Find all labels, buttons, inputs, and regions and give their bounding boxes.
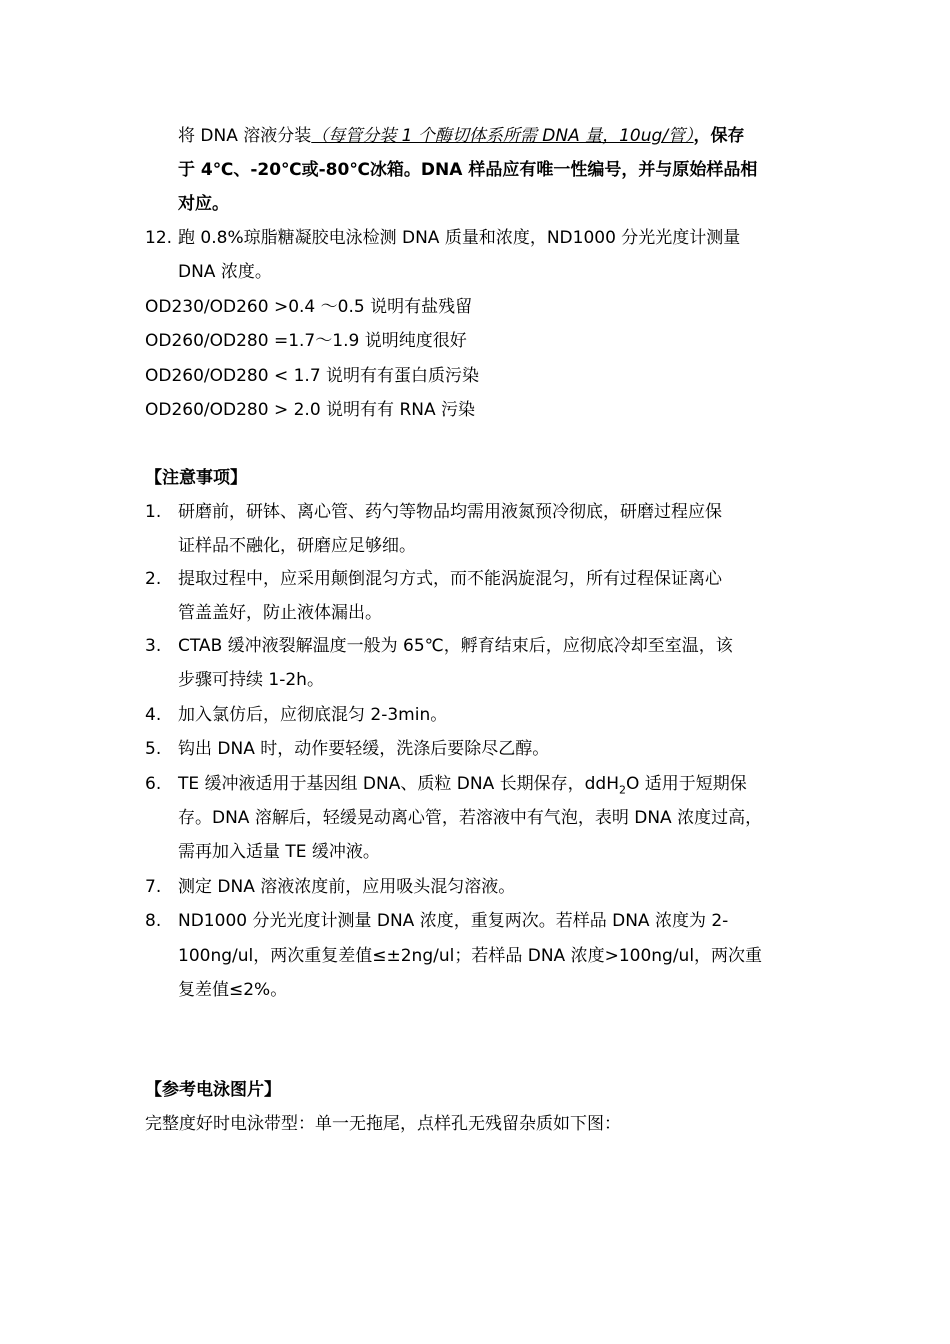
note-text: 加入氯仿后，应彻底混匀 2-3min。 <box>178 705 448 725</box>
note-number: 7. <box>145 877 162 897</box>
gel-heading: 【参考电泳图片】 <box>145 1080 281 1100</box>
note-text: 提取过程中，应采用颠倒混匀方式，而不能涡旋混匀，所有过程保证离心 <box>178 569 722 589</box>
gel-description: 完整度好时电泳带型：单一无拖尾，点样孔无残留杂质如下图： <box>145 1114 621 1134</box>
notes-heading: 【注意事项】 <box>145 468 247 488</box>
note-text <box>178 772 747 796</box>
note-text: 步骤可持续 1-2h。 <box>178 670 324 690</box>
note-number: 4. <box>145 705 162 725</box>
note-text: 测定 DNA 溶液浓度前，应用吸头混匀溶液。 <box>178 877 516 897</box>
note-text-part: TE 缓冲液适用于基因组 DNA、质粒 DNA 长期保存，ddH <box>178 774 619 794</box>
note-number: 6. <box>145 774 162 794</box>
subscript-2: 2 <box>618 783 626 797</box>
od-line: OD260/OD280 < 1.7 说明有有蛋白质污染 <box>145 366 480 386</box>
note-text: 管盖盖好，防止液体漏出。 <box>178 603 382 623</box>
step11-text-a: 将 DNA 溶液分装 <box>178 126 312 146</box>
step12-line2: DNA 浓度。 <box>178 262 272 282</box>
step11-italic-note: （每管分装 1 个酶切体系所需 DNA 量，10ug/管） <box>311 126 694 146</box>
note-text: 钩出 DNA 时，动作要轻缓，洗涤后要除尽乙醇。 <box>178 739 550 759</box>
step11-line3: 对应。 <box>178 194 229 214</box>
step11-line2: 于 4℃、-20℃或-80℃冰箱。DNA 样品应有唯一性编号，并与原始样品相 <box>178 160 758 180</box>
note-number: 3. <box>145 636 162 656</box>
note-text: 100ng/ul，两次重复差值≤±2ng/ul；若样品 DNA 浓度>100ng/ul，两次重 <box>178 946 763 966</box>
note-text-part: O 适用于短期保 <box>625 774 747 794</box>
note-number: 8. <box>145 911 162 931</box>
od-line: OD260/OD280 > 2.0 说明有有 RNA 污染 <box>145 400 476 420</box>
od-line: OD260/OD280 =1.7～1.9 说明纯度很好 <box>145 331 467 351</box>
note-text: 存。DNA 溶解后，轻缓晃动离心管，若溶液中有气泡，表明 DNA 浓度过高， <box>178 808 763 828</box>
note-text: CTAB 缓冲液裂解温度一般为 65℃，孵育结束后，应彻底冷却至室温，该 <box>178 636 733 656</box>
note-text: 复差值≤2%。 <box>178 980 288 1000</box>
note-text: 证样品不融化，研磨应足够细。 <box>178 536 416 556</box>
note-number: 5. <box>145 739 162 759</box>
step11-line1 <box>178 124 745 148</box>
note-text: ND1000 分光光度计测量 DNA 浓度，重复两次。若样品 DNA 浓度为 2- <box>178 911 729 931</box>
step12-number: 12. <box>145 228 173 248</box>
note-text: 研磨前，研钵、离心管、药勺等物品均需用液氮预冷彻底，研磨过程应保 <box>178 502 722 522</box>
note-text: 需再加入适量 TE 缓冲液。 <box>178 842 380 862</box>
note-number: 2. <box>145 569 162 589</box>
note-number: 1. <box>145 502 162 522</box>
step11-text-c: ，保存 <box>693 126 745 146</box>
od-line: OD230/OD260 >0.4 ～0.5 说明有盐残留 <box>145 297 473 317</box>
step12-line1: 跑 0.8%琼脂糖凝胶电泳检测 DNA 质量和浓度，ND1000 分光光度计测量 <box>178 228 741 248</box>
